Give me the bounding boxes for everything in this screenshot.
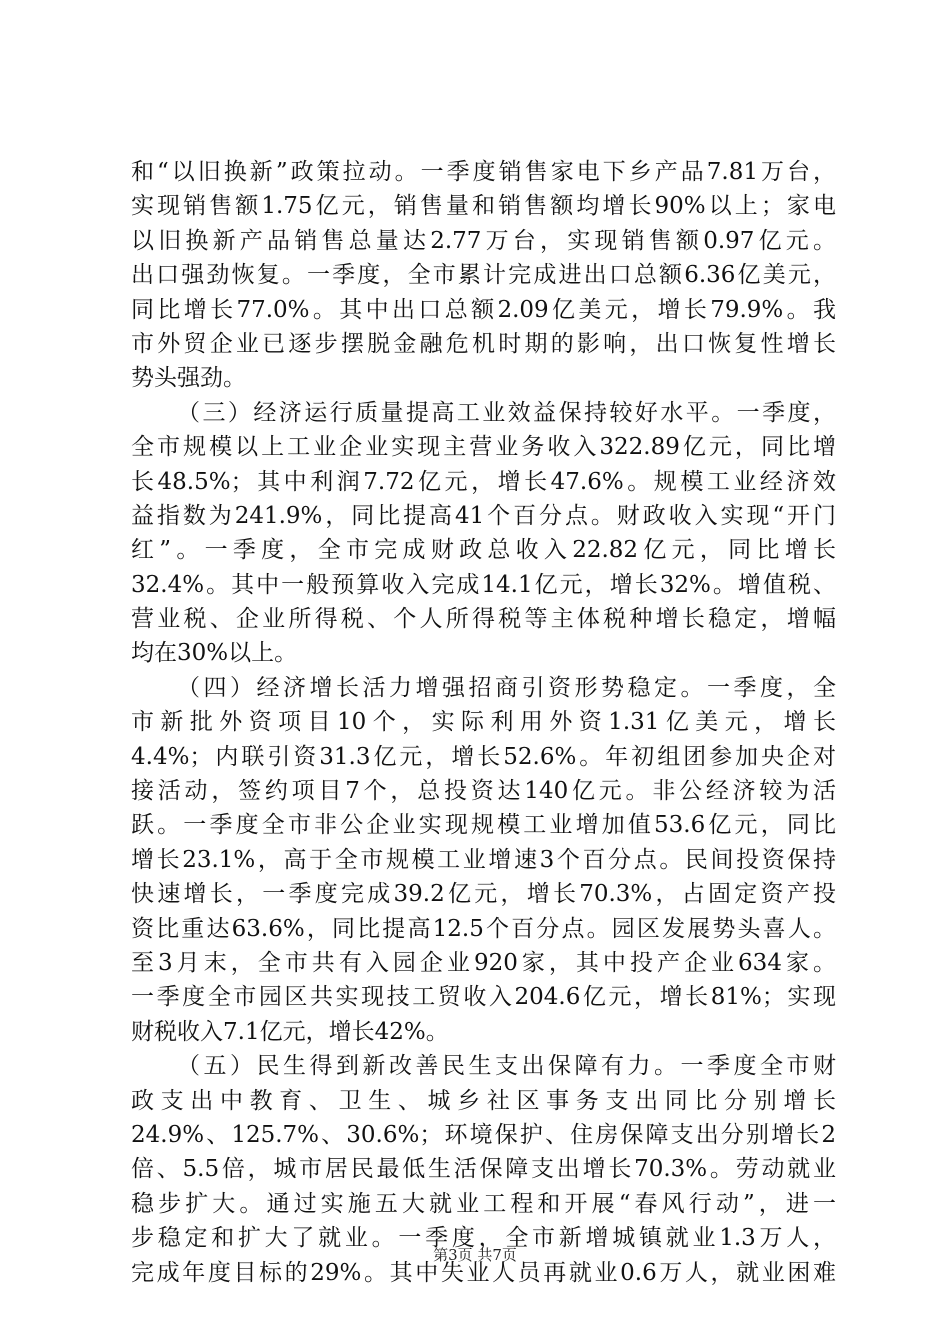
text-line: 市外贸企业已逐步摆脱金融危机时期的影响，出口恢复性增长 xyxy=(131,330,836,357)
text-line: 以旧换新产品销售总量达2.77万台，实现销售额0.97亿元。 xyxy=(131,227,836,254)
body-text xyxy=(131,155,836,1290)
text-line: 政支出中教育、卫生、城乡社区事务支出同比分别增长 xyxy=(131,1087,836,1114)
text-line: 稳步扩大。通过实施五大就业工程和开展“春风行动”，进一 xyxy=(131,1190,836,1217)
text-line: 益指数为241.9%，同比提高41个百分点。财政收入实现“开门 xyxy=(131,502,836,529)
text-line: （五）民生得到新改善民生支出保障有力。一季度全市财 xyxy=(177,1053,836,1080)
page-number-footer: 第3页 共7页 xyxy=(433,1246,517,1264)
text-line: 32.4%。其中一般预算收入完成14.1亿元，增长32%。增值税、 xyxy=(131,571,836,598)
text-line: （四）经济增长活力增强招商引资形势稳定。一季度，全 xyxy=(177,674,836,701)
text-line: 财税收入7.1亿元，增长42%。 xyxy=(131,1018,449,1045)
text-line: 长48.5%；其中利润7.72亿元，增长47.6%。规模工业经济效 xyxy=(131,468,836,495)
text-line: 倍、5.5倍，城市居民最低生活保障支出增长70.3%。劳动就业 xyxy=(131,1156,836,1183)
text-line: 增长23.1%，高于全市规模工业增速3个百分点。民间投资保持 xyxy=(131,846,836,873)
text-line: 跃。一季度全市非公企业实现规模工业增加值53.6亿元，同比 xyxy=(131,812,836,839)
text-line: 资比重达63.6%，同比提高12.5个百分点。园区发展势头喜人。 xyxy=(131,915,836,942)
text-line: 完成年度目标的29%。其中失业人员再就业0.6万人，就业困难 xyxy=(131,1259,836,1286)
text-line: 实现销售额1.75亿元，销售量和销售额均增长90%以上；家电 xyxy=(131,193,836,220)
text-line: 势头强劲。 xyxy=(131,365,246,392)
text-line: 营业税、企业所得税、个人所得税等主体税种增长稳定，增幅 xyxy=(131,606,836,633)
text-line: （三）经济运行质量提高工业效益保持较好水平。一季度， xyxy=(177,399,836,426)
text-line: 4.4%；内联引资31.3亿元，增长52.6%。年初组团参加央企对 xyxy=(131,743,836,770)
text-line: 24.9%、125.7%、30.6%；环境保护、住房保障支出分别增长2 xyxy=(131,1121,836,1148)
text-line: 同比增长77.0%。其中出口总额2.09亿美元，增长79.9%。我 xyxy=(131,296,836,323)
text-line: 全市规模以上工业企业实现主营业务收入322.89亿元，同比增 xyxy=(131,434,836,461)
text-line: 步稳定和扩大了就业。一季度，全市新增城镇就业1.3万人， xyxy=(131,1225,836,1252)
text-line: 至3月末，全市共有入园企业920家，其中投产企业634家。 xyxy=(131,949,836,976)
text-line: 一季度全市园区共实现技工贸收入204.6亿元，增长81%；实现 xyxy=(131,984,836,1011)
text-line: 接活动，签约项目7个，总投资达140亿元。非公经济较为活 xyxy=(131,778,836,805)
text-line: 均在30%以上。 xyxy=(131,640,298,667)
text-line: 快速增长，一季度完成39.2亿元，增长70.3%，占固定资产投 xyxy=(131,881,836,908)
text-line: 红”。一季度，全市完成财政总收入22.82亿元，同比增长 xyxy=(131,537,836,564)
text-line: 和“以旧换新”政策拉动。一季度销售家电下乡产品7.81万台， xyxy=(131,159,836,185)
text-line: 出口强劲恢复。一季度，全市累计完成进出口总额6.36亿美元， xyxy=(131,262,836,289)
text-line: 市新批外资项目10个，实际利用外资1.31亿美元，增长 xyxy=(131,709,836,736)
